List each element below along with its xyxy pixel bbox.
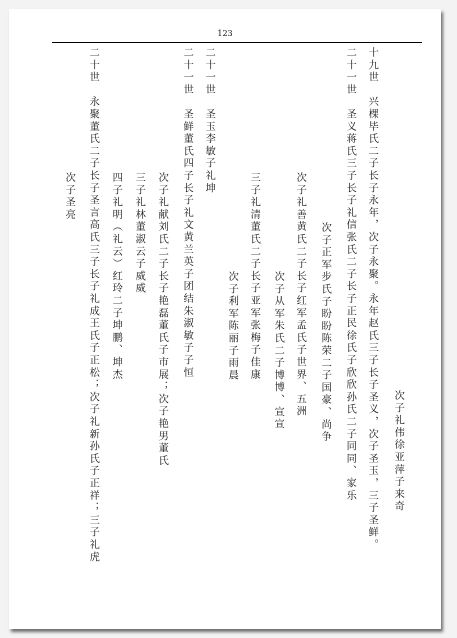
text-column-15: 次子圣亮 (63, 172, 75, 222)
text-column-9: 二十一世 圣玉李敏子礼坤 (203, 47, 215, 195)
text-column-4: 次子正军步氏子盼盼陈荣二子国豪、尚争 (319, 222, 331, 444)
text-column-5: 次子礼善黄氏二子长子红军孟氏子世界、五洲 (294, 172, 306, 418)
text-column-11: 次子礼献刘氏二子长子艳磊董氏子市展；次子艳男董氏 (156, 172, 168, 468)
text-column-3: 二十一世 圣义蒋氏三子长子礼信张氏二子长子正民徐氏子欣欣孙氏二子同同、家乐 (344, 47, 356, 503)
text-column-1: 次子礼伟徐亚萍子来奇 (392, 390, 404, 513)
text-column-10: 二十一世 圣鲜董氏四子长子礼文黄兰英子团结朱淑敏子子恒 (181, 47, 193, 380)
text-column-8: 次子利军陈丽子雨晨 (226, 271, 238, 382)
header-rule (52, 42, 422, 43)
text-column-2: 十九世 兴棵毕氏二子长子永年，次子永聚。永年赵氏三子长子圣义，次子圣玉，三子圣鲜。 (366, 47, 378, 552)
text-column-12: 三子礼林董淑云子威威 (133, 172, 145, 295)
text-column-6: 次子从军朱氏二子博博、宣宣 (272, 271, 284, 431)
text-column-13: 四子礼明（礼云）红玲二子坤鹏、坤杰 (110, 172, 122, 382)
document-page (9, 9, 441, 629)
text-column-7: 三子礼清董氏二子长子亚军张梅子佳康 (248, 172, 260, 382)
text-column-14: 二十世 永聚董氏二子长子圣言高氏三子长子礼成王氏子正松；次子礼新孙氏子正祥；三子礼虎 (87, 47, 99, 564)
page-number: 123 (217, 29, 233, 38)
